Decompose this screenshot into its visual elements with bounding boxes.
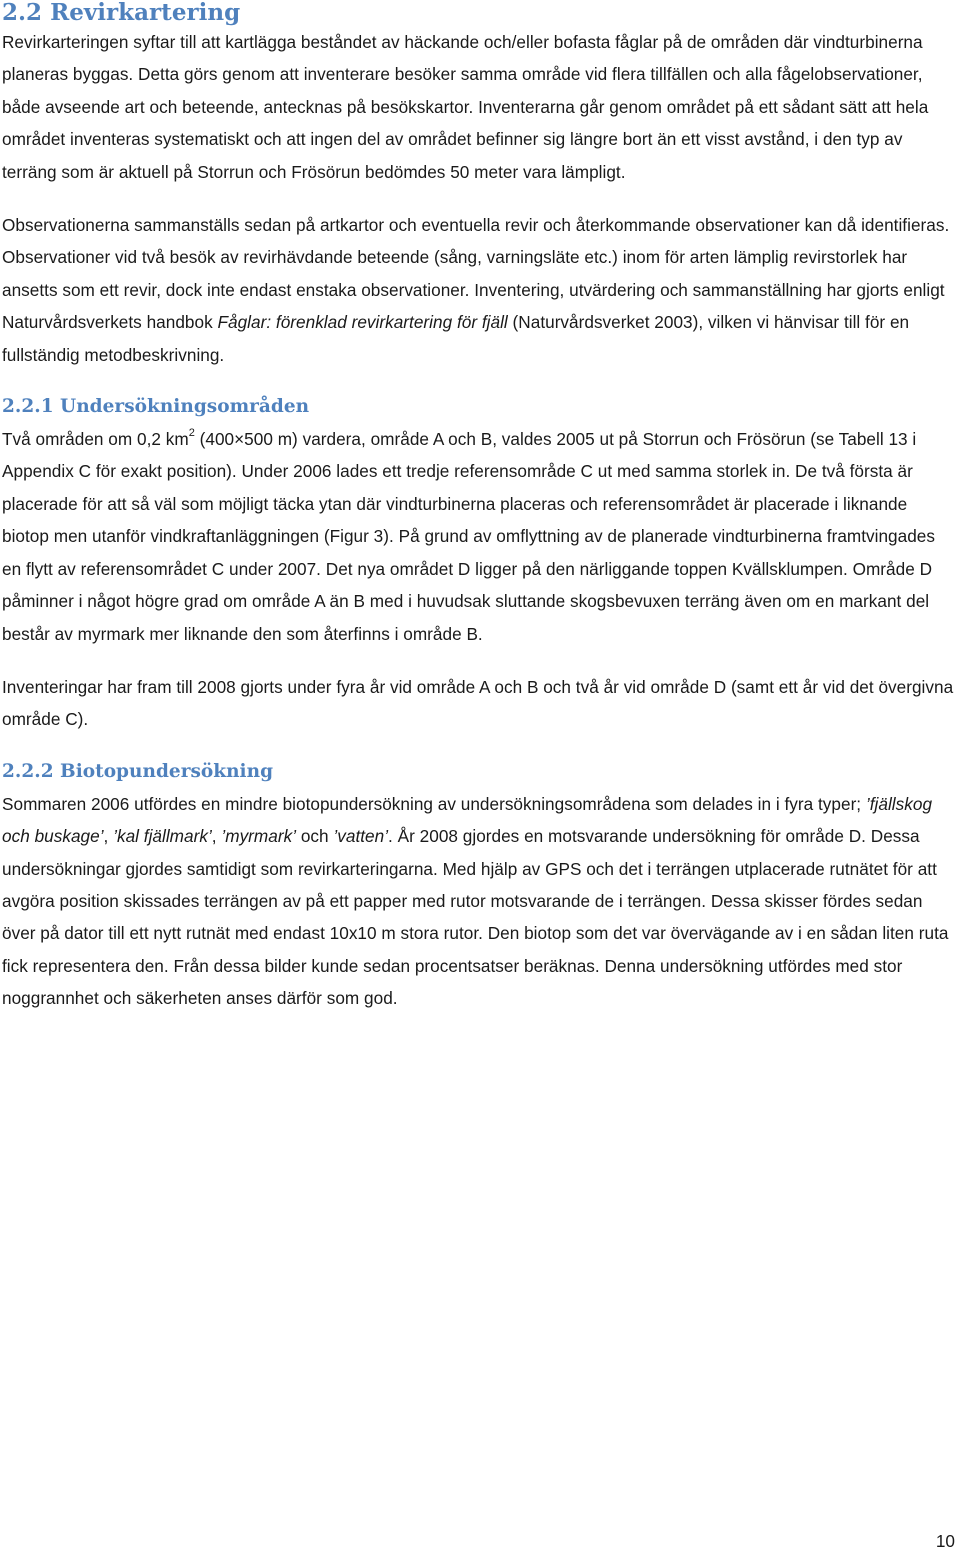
biotope-type: ’myrmark’	[221, 826, 297, 847]
paragraph-text: Revirkarteringen syftar till att kartlägga beståndet av häckande och/eller bofasta fåglar på de områden där vindturbinerna planeras byggas. Detta görs genom att inventerare besöker samma område vid flera tillfällen och alla fågelobservationer, både avseende art och beteende, antecknas på besökskartor. Inventerarna går genom området på ett sådant sätt att hela området inventeras systematiskt och att ingen del av området befinner sig längre bort än ett visst avstånd, i den typ av terräng som är aktuell på Storrun och Frösörun bedömdes 50 meter vara lämpligt.	[2, 32, 929, 182]
paragraph	[2, 671, 956, 736]
paragraph-text: (400×500 m) vardera, område A och B, valdes 2005 ut på Storrun och Frösörun (se Tabell 13 i Appendix C för exakt position). Under 2006 lades ett tredje referensområde C ut med samma storlek in. De två första är placerade för att så väl som möjligt täcka ytan där vindturbinerna placeras och referensområdet är placerade i liknande biotop men utanför vindkraftanläggningen (Figur 3). På grund av omflyttning av de planerade vindturbinerna framtvingades en flytt av referensområdet C under 2007. Det nya området D ligger på den närliggande toppen Kvällsklumpen. Område D påminner i något högre grad om område A än B med i huvudsak sluttande skogsbevuxen terräng även om en markant del består av myrmark mer liknande den som återfinns i område B.	[2, 429, 935, 644]
page-number: 10	[935, 1531, 955, 1551]
paragraph	[2, 26, 956, 188]
superscript: 2	[188, 427, 195, 440]
biotope-type: ’fjällskog och buskage’	[2, 793, 933, 847]
paragraph	[2, 423, 956, 650]
separator: ,	[103, 826, 114, 847]
page-body	[2, 0, 956, 1015]
paragraph-text: . År 2008 gjordes en motsvarande undersökning för område D. Dessa undersökningar gjordes samtidigt som revirkarteringarna. Med hjälp av GPS och det i terrängen utplacerade rutnätet för att avgöra position skissades terrängen av på ett papper med rutor motsvarande de i terrängen. Dessa skisser fördes sedan över på dator till ett nytt rutnät med endast 10x10 m stora rutor. Den biotop som det var övervägande av i en sådan liten ruta fick representera den. Från dessa bilder kunde sedan procentsatser beräknas. Denna undersökning utfördes med stor noggrannhet och säkerheten anses därför som god.	[2, 826, 949, 1009]
paragraph	[2, 788, 956, 1015]
paragraph-text: Inventeringar har fram till 2008 gjorts under fyra år vid område A och B och två år vid område D (samt ett år vid det övergivna område C).	[2, 676, 954, 730]
paragraph	[2, 209, 956, 371]
subsection-heading: 2.2.2 Biotopundersökning	[2, 760, 274, 782]
paragraph-text: (Naturvårdsverket 2003), vilken vi hänvisar till för en fullständig metodbeskrivning.	[2, 312, 910, 365]
biotope-type: ’kal fjällmark’	[113, 826, 212, 847]
paragraph-text: Två områden om 0,2 km	[2, 429, 189, 450]
section-heading: 2.2 Revirkartering	[2, 0, 241, 26]
handbook-title: Fåglar: förenklad revirkartering för fjäll	[217, 312, 508, 333]
paragraph-text: Sommaren 2006 utfördes en mindre biotopundersökning av undersökningsområdena som delades in i fyra typer;	[2, 793, 866, 814]
biotope-type: ’vatten’	[333, 826, 389, 847]
separator: ,	[211, 826, 222, 847]
separator: och	[296, 826, 334, 847]
paragraph-text: Observationerna sammanställs sedan på artkartor och eventuella revir och återkommande observationer kan då identifieras. Observationer vid två besök av revirhävdande beteende (sång, varningsläte etc.) inom för arten lämplig revirstorlek har ansetts som ett revir, dock inte endast enstaka observationer. Inventering, utvärdering och sammanställning har gjorts enligt Naturvårdsverkets handbok	[2, 215, 950, 333]
subsection-heading: 2.2.1 Undersökningsområden	[2, 396, 310, 418]
